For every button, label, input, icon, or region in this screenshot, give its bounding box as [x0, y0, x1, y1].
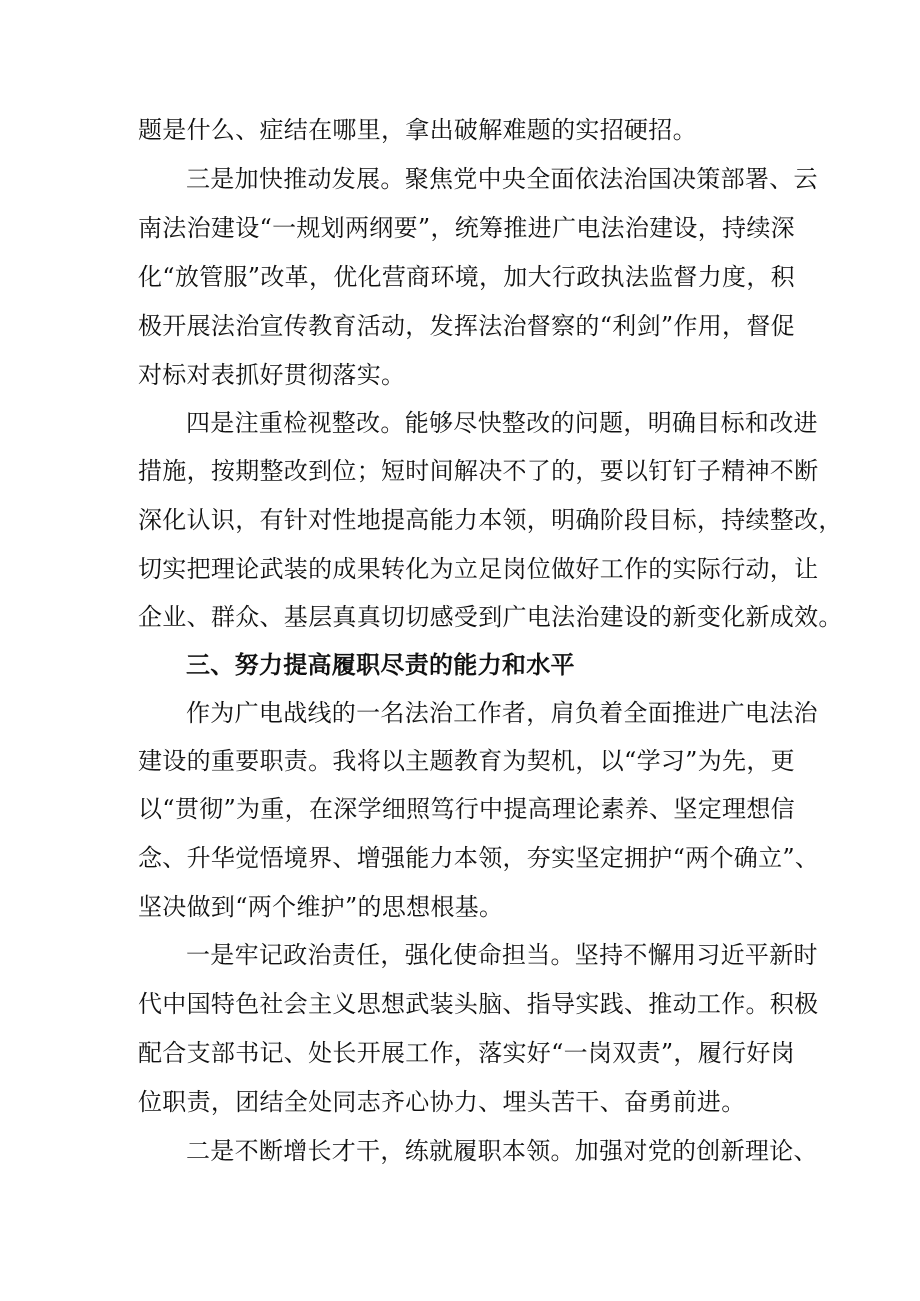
text-line-5: 极开展法治宣传教育活动，发挥法治督察的“利剑”作用，督促 [138, 312, 795, 340]
text-line-4: 化“放管服”改革，优化营商环境，加大行政执法监督力度，积 [138, 263, 795, 291]
text-line-7: 四是注重检视整改。能够尽快整改的问题，明确目标和改进 [186, 409, 818, 437]
text-line-18: 一是牢记政治责任，强化使命担当。坚持不懈用习近平新时 [186, 941, 818, 969]
text-line-22: 二是不断增长才干，练就履职本领。加强对党的创新理论、 [186, 1137, 818, 1165]
text-line-13: 作为广电战线的一名法治工作者，肩负着全面推进广电法治 [186, 699, 818, 727]
text-line-11: 企业、群众、基层真真切切感受到广电法治建设的新变化新成效。 [138, 603, 843, 631]
text-line-3: 南法治建设“一规划两纲要”，统筹推进广电法治建设，持续深 [138, 214, 795, 242]
text-line-10: 切实把理论武装的成果转化为立足岗位做好工作的实际行动，让 [138, 555, 819, 583]
text-line-9: 深化认识，有针对性地提高能力本领，明确阶段目标，持续整改， [138, 506, 843, 534]
text-line-8: 措施，按期整改到位；短时间解决不了的，要以钉钉子精神不断 [138, 457, 819, 485]
text-line-21: 位职责，团结全处同志齐心协力、埋头苦干、奋勇前进。 [138, 1088, 746, 1116]
text-line-17: 坚决做到“两个维护”的思想根基。 [138, 893, 504, 921]
text-line-1: 题是什么、症结在哪里，拿出破解难题的实招硬招。 [138, 116, 697, 144]
text-line-2: 三是加快推动发展。聚焦党中央全面依法治国决策部署、云 [186, 165, 818, 193]
text-line-15: 以“贯彻”为重，在深学细照笃行中提高理论素养、坚定理想信 [138, 795, 795, 823]
section-heading: 三、努力提高履职尽责的能力和水平 [186, 651, 575, 679]
text-line-6: 对标对表抓好贯彻落实。 [138, 361, 406, 389]
text-line-20: 配合支部书记、处长开展工作，落实好“一岗双责”，履行好岗 [138, 1039, 795, 1067]
text-line-14: 建设的重要职责。我将以主题教育为契机，以“学习”为先，更 [138, 747, 795, 775]
text-line-16: 念、升华觉悟境界、增强能力本领，夯实坚定拥护“两个确立”、 [138, 844, 820, 872]
text-line-19: 代中国特色社会主义思想武装头脑、指导实践、推动工作。积极 [138, 990, 819, 1018]
